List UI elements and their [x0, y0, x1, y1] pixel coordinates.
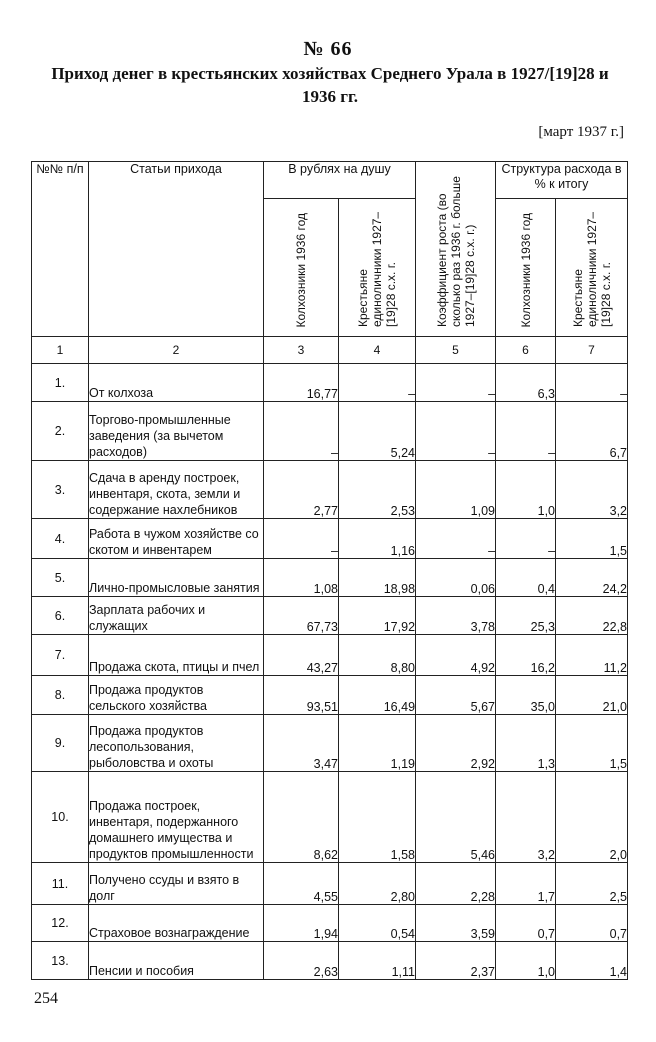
table-row: [32, 402, 628, 461]
value-structure-collective: 1,0: [496, 461, 556, 519]
row-number: 7.: [32, 635, 89, 676]
value-individual: 2,53: [339, 461, 416, 519]
value-structure-individual: 24,2: [556, 559, 628, 597]
header-individual-structure-text: Крестьяне единоличники 1927–[19]28 с.х. г.: [570, 211, 613, 327]
value-structure-individual: 1,4: [556, 942, 628, 980]
value-growth: 2,28: [416, 863, 496, 905]
value-individual: 17,92: [339, 597, 416, 635]
header-individual-structure: [556, 199, 628, 337]
value-growth: 5,46: [416, 772, 496, 863]
column-index: 7: [556, 337, 628, 364]
column-index-row: [32, 337, 628, 364]
row-number: 9.: [32, 715, 89, 772]
value-individual: 16,49: [339, 676, 416, 715]
table-row: [32, 772, 628, 863]
value-structure-collective: 3,2: [496, 772, 556, 863]
table-row: [32, 364, 628, 402]
value-structure-individual: 22,8: [556, 597, 628, 635]
value-structure-individual: 2,5: [556, 863, 628, 905]
row-item: Продажа продуктов лесопользования, рыболовства и охоты: [89, 715, 264, 772]
header-num: №№ п/п: [32, 162, 89, 337]
column-index: 1: [32, 337, 89, 364]
column-index: 5: [416, 337, 496, 364]
table-row: [32, 676, 628, 715]
column-index: 4: [339, 337, 416, 364]
column-index: 6: [496, 337, 556, 364]
value-growth: –: [416, 364, 496, 402]
value-structure-individual: 21,0: [556, 676, 628, 715]
row-item: Пенсии и пособия: [89, 942, 264, 980]
value-structure-collective: 6,3: [496, 364, 556, 402]
row-item: От колхоза: [89, 364, 264, 402]
income-table: [31, 161, 628, 980]
row-item: Работа в чужом хозяйстве со скотом и инвентарем: [89, 519, 264, 559]
value-structure-collective: 1,3: [496, 715, 556, 772]
value-structure-individual: 2,0: [556, 772, 628, 863]
header-growth-text: Коэффициент роста (во сколько раз 1936 г. больше 1927–[19]28 с.х. г.): [434, 176, 477, 327]
value-structure-collective: –: [496, 519, 556, 559]
row-number: 4.: [32, 519, 89, 559]
row-number: 1.: [32, 364, 89, 402]
row-item: Торгово-промышленные заведения (за вычетом расходов): [89, 402, 264, 461]
value-collective: 67,73: [264, 597, 339, 635]
row-number: 8.: [32, 676, 89, 715]
row-item: Получено ссуды и взято в долг: [89, 863, 264, 905]
value-structure-collective: 1,0: [496, 942, 556, 980]
value-growth: 1,09: [416, 461, 496, 519]
value-structure-collective: 0,4: [496, 559, 556, 597]
value-individual: 1,16: [339, 519, 416, 559]
value-growth: 3,59: [416, 905, 496, 942]
row-item: Продажа построек, инвентаря, подержанного домашнего имущества и продуктов промышленности: [89, 772, 264, 863]
column-index: 3: [264, 337, 339, 364]
value-individual: 0,54: [339, 905, 416, 942]
row-number: 2.: [32, 402, 89, 461]
value-structure-individual: 11,2: [556, 635, 628, 676]
value-individual: 5,24: [339, 402, 416, 461]
value-individual: 8,80: [339, 635, 416, 676]
page-number: 254: [34, 990, 58, 1007]
row-number: 10.: [32, 772, 89, 863]
header-individual: [339, 199, 416, 337]
row-number: 3.: [32, 461, 89, 519]
value-collective: 3,47: [264, 715, 339, 772]
value-individual: –: [339, 364, 416, 402]
row-number: 5.: [32, 559, 89, 597]
value-collective: 2,77: [264, 461, 339, 519]
value-collective: 43,27: [264, 635, 339, 676]
row-number: 13.: [32, 942, 89, 980]
value-structure-collective: 0,7: [496, 905, 556, 942]
value-collective: –: [264, 519, 339, 559]
header-collective-structure: [496, 199, 556, 337]
value-structure-collective: 1,7: [496, 863, 556, 905]
table-row: [32, 715, 628, 772]
value-structure-collective: 25,3: [496, 597, 556, 635]
row-item: Лично-промысловые занятия: [89, 559, 264, 597]
value-structure-individual: 1,5: [556, 519, 628, 559]
value-growth: 3,78: [416, 597, 496, 635]
value-growth: –: [416, 519, 496, 559]
header-collective-text: Колхозники 1936 год: [294, 212, 308, 327]
table-row: [32, 519, 628, 559]
row-item: Страховое вознаграждение: [89, 905, 264, 942]
value-collective: 16,77: [264, 364, 339, 402]
header-per-capita: В рублях на душу: [264, 162, 416, 199]
value-structure-individual: 6,7: [556, 402, 628, 461]
value-individual: 1,58: [339, 772, 416, 863]
table-row: [32, 635, 628, 676]
value-individual: 1,19: [339, 715, 416, 772]
value-structure-collective: –: [496, 402, 556, 461]
table-row: [32, 942, 628, 980]
value-structure-collective: 35,0: [496, 676, 556, 715]
value-structure-individual: 0,7: [556, 905, 628, 942]
column-index: 2: [89, 337, 264, 364]
table-row: [32, 905, 628, 942]
value-structure-individual: 1,5: [556, 715, 628, 772]
header-structure: Структура расхода в % к итогу: [496, 162, 628, 199]
value-individual: 2,80: [339, 863, 416, 905]
value-structure-individual: –: [556, 364, 628, 402]
value-collective: 93,51: [264, 676, 339, 715]
row-item: Сдача в аренду построек, инвентаря, скота, земли и содержание нахлебников: [89, 461, 264, 519]
value-growth: 5,67: [416, 676, 496, 715]
table-row: [32, 461, 628, 519]
table-row: [32, 597, 628, 635]
date-note: [март 1937 г.]: [538, 124, 624, 140]
header-collective: [264, 199, 339, 337]
value-collective: 8,62: [264, 772, 339, 863]
row-item: Продажа скота, птицы и пчел: [89, 635, 264, 676]
document-number: № 66: [303, 38, 353, 60]
value-growth: –: [416, 402, 496, 461]
value-individual: 18,98: [339, 559, 416, 597]
value-growth: 2,37: [416, 942, 496, 980]
header-collective-structure-text: Колхозники 1936 год: [518, 212, 533, 327]
value-collective: –: [264, 402, 339, 461]
row-item: Продажа продуктов сельского хозяйства: [89, 676, 264, 715]
header-growth: [416, 162, 496, 337]
table-row: [32, 559, 628, 597]
row-item: Зарплата рабочих и служащих: [89, 597, 264, 635]
value-growth: 2,92: [416, 715, 496, 772]
value-structure-individual: 3,2: [556, 461, 628, 519]
header-individual-text: Крестьяне единоличники 1927–[19]28 с.х. г.: [356, 211, 398, 327]
value-growth: 4,92: [416, 635, 496, 676]
row-number: 6.: [32, 597, 89, 635]
value-growth: 0,06: [416, 559, 496, 597]
row-number: 12.: [32, 905, 89, 942]
document-title: Приход денег в крестьянских хозяйствах Среднего Урала в 1927/[19]28 и 1936 гг.: [51, 64, 609, 106]
table-row: [32, 863, 628, 905]
value-collective: 1,08: [264, 559, 339, 597]
value-structure-collective: 16,2: [496, 635, 556, 676]
value-collective: 4,55: [264, 863, 339, 905]
value-collective: 2,63: [264, 942, 339, 980]
header-items: Статьи прихода: [89, 162, 264, 337]
value-individual: 1,11: [339, 942, 416, 980]
row-number: 11.: [32, 863, 89, 905]
value-collective: 1,94: [264, 905, 339, 942]
